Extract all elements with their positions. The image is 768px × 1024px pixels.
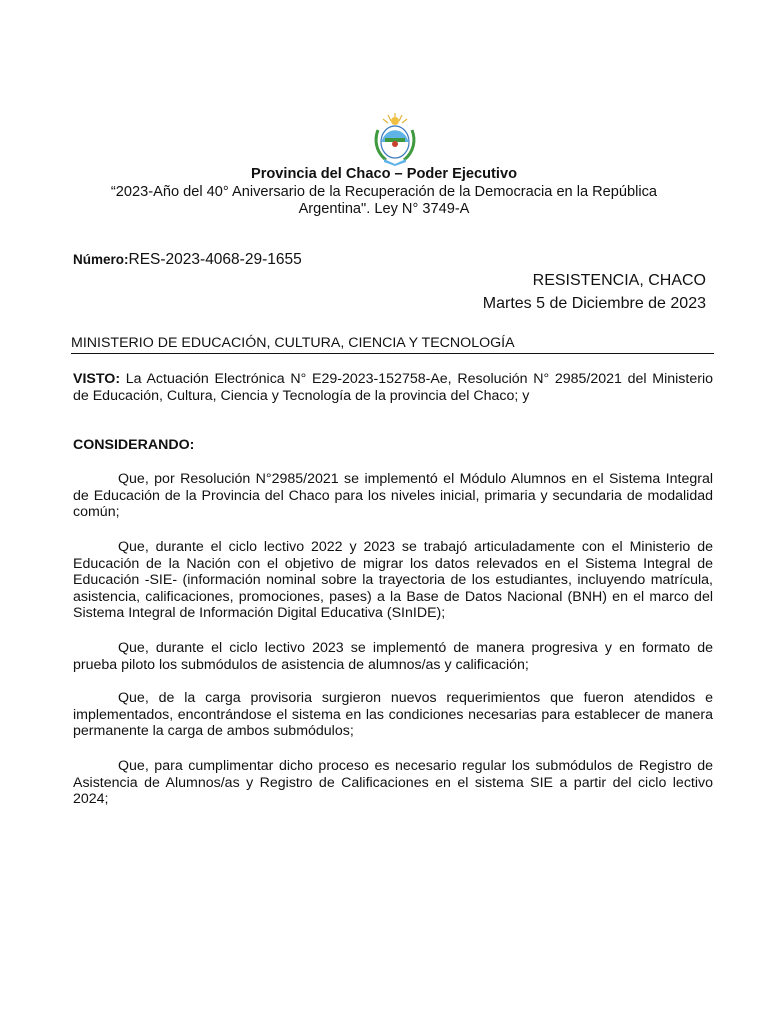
motto-line-1: “2023-Año del 40° Aniversario de la Recuperación de la Democracia en la República: [110, 183, 658, 200]
considerando-heading: CONSIDERANDO:: [73, 437, 195, 453]
resolution-number-value: RES-2023-4068-29-1655: [128, 251, 302, 268]
province-title: Provincia del Chaco – Poder Ejecutivo: [250, 166, 517, 182]
document-date: Martes 5 de Diciembre de 2023: [482, 295, 706, 312]
considerando-paragraph-5: Que, para cumplimentar dicho proceso es necesario regular los submódulos de Registro de Asistencia de Alumnos/as y Registro de Calificaciones en el sistema SIE a partir del ciclo lectivo 2024;: [73, 758, 713, 808]
motto-line-2: Argentina". Ley N° 3749-A: [298, 201, 470, 217]
resolution-number: [73, 251, 302, 269]
considerando-paragraph-4: Que, de la carga provisoria surgieron nuevos requerimientos que fueron atendidos e implementados, encontrándose el sistema en las condiciones necesarias para establecer de manera permanente la carga de ambos submódulos;: [73, 690, 713, 740]
visto-text: La Actuación Electrónica N° E29-2023-152758-Ae, Resolución N° 2985/2021 del Ministerio de Educación, Cultura, Ciencia y Tecnología de la provincia del Chaco; y: [73, 371, 713, 404]
resolution-number-label: Número:: [73, 252, 129, 267]
ministry-heading: MINISTERIO DE EDUCACIÓN, CULTURA, CIENCIA Y TECNOLOGÍA: [71, 335, 714, 354]
considerando-paragraph-2: Que, durante el ciclo lectivo 2022 y 2023 se trabajó articuladamente con el Ministerio de Educación de la Nación con el objetivo de migrar los datos relevados en el Sistema Integral de Educación -SIE- (información nominal sobre la trayectoria de los estudiantes, incluyendo matrícula, asistencia, calificaciones, promociones, pases) a la Base de Datos Nacional (BNH) en el marco del Sistema Integral de Información Digital Educativa (SInIDE);: [73, 539, 713, 622]
visto-paragraph: [73, 371, 713, 404]
document-header: [60, 166, 708, 219]
considerando-paragraph-3: Que, durante el ciclo lectivo 2023 se implementó de manera progresiva y en formato de prueba piloto los submódulos de asistencia de alumnos/as y calificación;: [73, 640, 713, 673]
considerando-paragraph-1: Que, por Resolución N°2985/2021 se implementó el Módulo Alumnos en el Sistema Integral de Educación de la Provincia del Chaco para los niveles inicial, primaria y secundaria de modalidad común;: [73, 471, 713, 521]
visto-label: VISTO:: [73, 371, 121, 387]
document-city: RESISTENCIA, CHACO: [532, 272, 706, 289]
provincial-coat-of-arms-icon: [372, 112, 418, 166]
